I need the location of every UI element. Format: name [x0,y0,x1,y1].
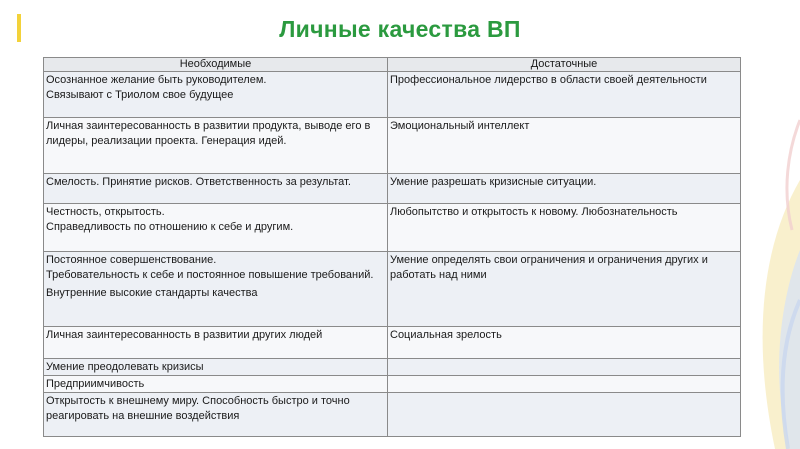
required-cell [44,174,388,204]
sufficient-cell [388,252,741,327]
table-row [44,174,741,204]
required-cell [44,359,388,376]
sufficient-cell [388,359,741,376]
cell-text: Предприимчивость [46,378,145,390]
cell-text: Честность, открытость. [46,206,165,218]
sufficient-cell [388,393,741,437]
cell-text: Умение определять свои ограничения и ограничения других и работать над ними [390,254,708,281]
table-row [44,376,741,393]
cell-text: Внутренние высокие стандарты качества [46,287,258,299]
cell-text: Профессиональное лидерство в области своей деятельности [390,74,707,86]
sufficient-cell [388,174,741,204]
table-header-row [44,58,741,72]
cell-text: Связывают с Триолом свое будущее [46,89,234,101]
cell-text: Любопытство и открытость к новому. Любознательность [390,206,678,218]
required-cell [44,118,388,174]
table-row [44,359,741,376]
cell-text: Умение преодолевать кризисы [46,361,204,373]
slide-title: Личные качества ВП [279,16,521,42]
cell-text: Личная заинтересованность в развитии продукта, выводе его в лидеры, реализации проекта. Генерация идей. [46,120,371,147]
required-cell [44,376,388,393]
cell-text: Социальная зрелость [390,329,502,341]
cell-text: Личная заинтересованность в развитии других людей [46,329,323,341]
required-cell [44,393,388,437]
cell-text: Открытость к внешнему миру. Способность быстро и точно реагировать на внешние воздействия [46,395,350,422]
cell-text: Постоянное совершенствование. [46,254,217,266]
table-row [44,72,741,118]
cell-text: Требовательность к себе и постоянное повышение требований. [46,269,374,281]
required-cell [44,252,388,327]
cell-text: Смелость. Принятие рисков. Ответственность за результат. [46,176,351,188]
required-cell [44,72,388,118]
required-cell [44,327,388,359]
cell-text: Осознанное желание быть руководителем. [46,74,267,86]
sufficient-cell [388,204,741,252]
table-row [44,118,741,174]
cell-text: Умение разрешать кризисные ситуации. [390,176,597,188]
required-cell [44,204,388,252]
header-sufficient: Достаточные [388,58,741,72]
sufficient-cell [388,72,741,118]
cell-text: Эмоциональный интеллект [390,120,530,132]
table-row [44,327,741,359]
cell-text: Справедливость по отношению к себе и другим. [46,221,294,233]
table-row [44,393,741,437]
table-row [44,204,741,252]
table-row [44,252,741,327]
header-required: Необходимые [44,58,388,72]
sufficient-cell [388,376,741,393]
sufficient-cell [388,327,741,359]
qualities-table [43,57,741,437]
sufficient-cell [388,118,741,174]
